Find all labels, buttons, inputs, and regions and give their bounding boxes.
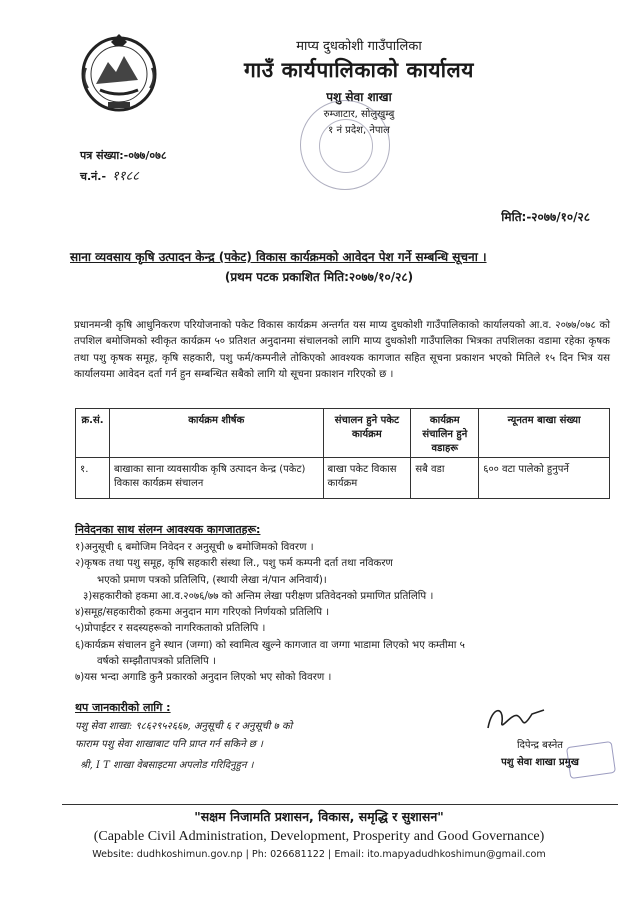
list-item: वर्षको सम्झौतापत्रको प्रतिलिपि । (97, 656, 216, 668)
signature-stamp (566, 741, 616, 779)
branch-name: पशु सेवा शाखा (326, 90, 392, 104)
document-date: मिति:-२०७७/१०/२८ (501, 210, 590, 224)
letter-number-label: पत्र संख्या:- (80, 149, 129, 162)
table-header: कार्यक्रम शीर्षक (109, 409, 323, 458)
table-cell: १. (76, 458, 110, 499)
publication-note: (प्रथम पटक प्रकाशित मिति:२०७७/१०/२८) (224, 270, 414, 284)
signatory-title: पशु सेवा शाखा प्रमुख (501, 757, 579, 768)
requirements-list (75, 540, 610, 687)
notice-body: प्रधानमन्त्री कृषि आधुनिकरण परियोजनाको पकेट विकास कार्यक्रम अन्तर्गत यस माप्य दुधकोशी गाउँपालिकाको कार्यालयको आ.व. २०७७/०७८ को तपशिल बमोजिमको स्वीकृत कार्यक्रम ५० प्रतिशत अनुदानमा संचालनको लागि माप्य दुधकोशी गाउँपालिका भित्रका तपशिलका वडामा रहेका कृषक तथा पशु कृषक समूह, कृषि सहकारी, पशु फर्म/कम्पनीले तोकिएको आवश्यक कागजात सहित सूचना प्रकाशन भएको मितिले १५ दिन भित्र यस कार्यालयमा आवेदन दर्ता गर्न हुन सम्बन्धित सबैको लागि यो सूचना प्रकाशन गरिएको छ । (74, 320, 610, 381)
footer-motto: "सक्षम निजामति प्रशासन, विकास, समृद्धि र सुशासन" (194, 809, 444, 824)
program-table (75, 408, 610, 499)
notice-subject: साना व्यवसाय कृषि उत्पादन केन्द्र (पकेट) विकास कार्यक्रमको आवेदन पेश गर्ने सम्बन्धि सूचना । (70, 250, 487, 264)
table-header-row (76, 409, 610, 458)
list-item: २)कृषक तथा पशु समूह, कृषि सहकारी संस्था लि., पशु फर्म कम्पनी दर्ता तथा नविकरण (75, 558, 393, 570)
footer-motto-english: (Capable Civil Administration, Development, Prosperity and Good Governance) (93, 829, 545, 844)
list-item: ४)समूह/सहकारीको हकमा अनुदान माग गरिएको निर्णयको प्रतिलिपि । (75, 607, 330, 619)
contact-line: फाराम पशु सेवा शाखाबाट पनि प्राप्त गर्न सकिने छ । (75, 739, 263, 750)
letter-number (80, 148, 167, 163)
office-title: गाउँ कार्यपालिकाको कार्यालय (244, 58, 474, 82)
list-item: भएको प्रमाण पत्रको प्रतिलिपि, (स्थायी लेखा नं/पान अनिवार्य)। (97, 574, 327, 586)
contact-title: थप जानकारीको लागि : (75, 701, 171, 714)
office-province: १ नं प्रदेश, नेपाल (328, 125, 390, 136)
dispatch-number-value: ११८८ (112, 169, 140, 184)
list-item: ७)यस भन्दा अगाडि कुनै प्रकारको अनुदान लिएको भए सोको विवरण । (75, 672, 332, 684)
municipality-name: माप्य दुधकोशी गाउँपालिका (296, 39, 422, 54)
table-header: न्यूनतम बाखा संख्या (479, 409, 610, 458)
footer-divider (62, 804, 618, 805)
table-header: क्र.सं. (76, 409, 110, 458)
table-cell: बाखाका साना व्यवसायीक कृषि उत्पादन केन्द्र (पकेट) विकास कार्यक्रम संचालन (109, 458, 323, 499)
footer-contact: Website: dudhkoshimun.gov.np | Ph: 026681122 | Email: ito.mapyadudhkoshimun@gmail.com (92, 849, 546, 860)
table-cell: बाखा पकेट विकास कार्यक्रम (323, 458, 411, 499)
table-header: संचालन हुने पकेट कार्यक्रम (323, 409, 411, 458)
office-seal-stamp (300, 100, 390, 190)
list-item: १)अनुसूची ६ बमोजिम निवेदन र अनुसूची ७ बमोजिमको विवरण । (75, 542, 314, 553)
table-header: कार्यक्रम संचालिन हुने वडाहरू (411, 409, 479, 458)
table-cell: ६०० वटा पालेको हुनुपर्ने (479, 458, 610, 499)
list-item: ३)सहकारीको हकमा आ.व.२०७६/७७ को अन्तिम लेखा परीक्षण प्रतिवेदनको प्रमाणित प्रतिलिपि । (83, 590, 434, 602)
dispatch-number-label: च.नं.- (80, 170, 107, 183)
contact-line: पशु सेवा शाखा: ९८६२९५२६६७, अनुसूची ६ र अनुसूची ७ को (75, 721, 293, 732)
table-row (76, 458, 610, 499)
list-item: ६)कार्यक्रम संचालन हुने स्थान (जग्गा) को स्वामित्व खुल्ने कागजात वा जग्गा भाडामा लिएको भए कम्तीमा ५ (75, 639, 465, 651)
letter-number-value: ०७७/०७८ (128, 149, 167, 162)
table-cell: सबै वडा (411, 458, 479, 499)
handwritten-note: श्री, I T शाखा वेबसाइटमा अपलोड गरिदिनुहुन । (80, 760, 254, 771)
signatory-name: दिपेन्द्र बस्नेत (517, 740, 563, 751)
signature-mark (482, 702, 552, 738)
office-address: रुम्जाटार, सोलुखुम्बु (323, 109, 395, 120)
requirements-title: निवेदनका साथ संलग्न आवश्यक कागजातहरू: (75, 523, 261, 536)
dispatch-number (80, 166, 139, 184)
list-item: ५)प्रोपाईटर र सदस्यहरूको नागरिकताको प्रतिलिपि । (75, 623, 266, 635)
